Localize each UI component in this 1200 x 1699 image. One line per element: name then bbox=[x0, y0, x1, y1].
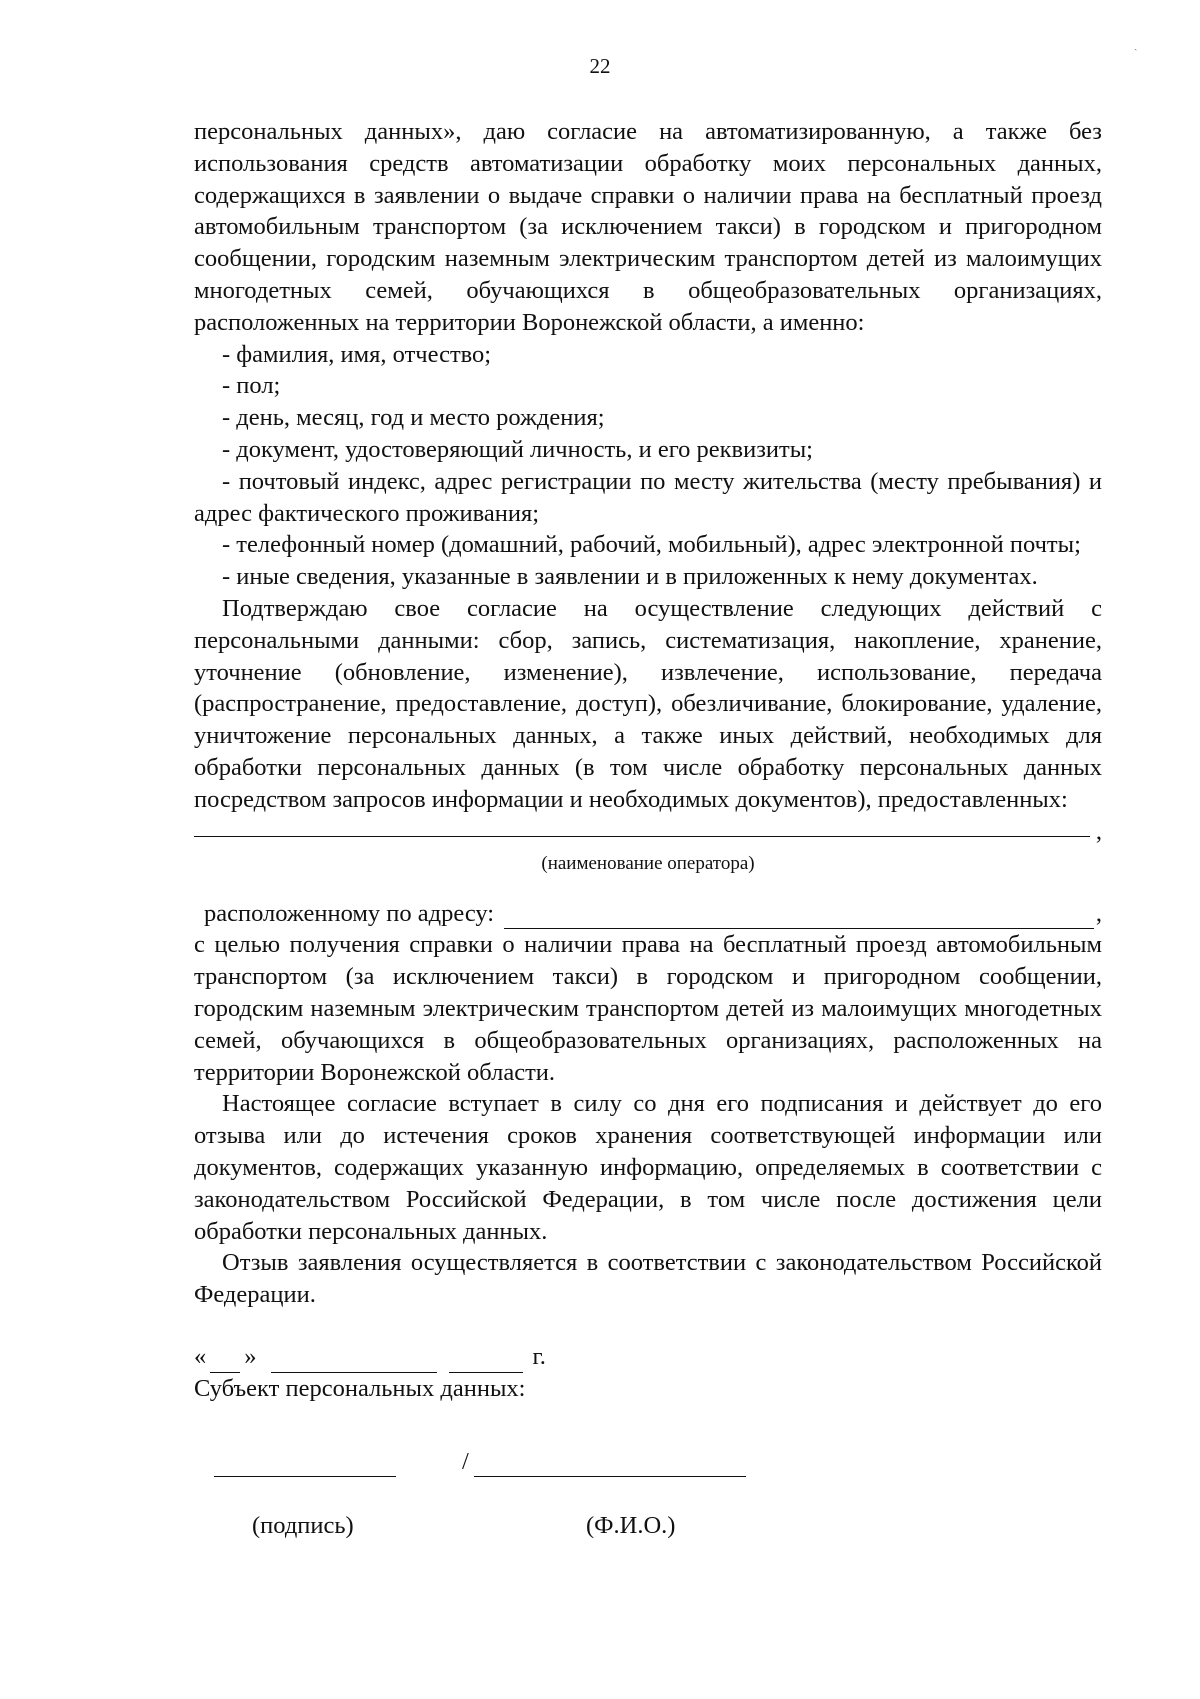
purpose-paragraph: с целью получения справки о наличии права на бесплатный проезд автомобильным транспортом (за исключением такси) в городском и пригородном сообщении, городским наземным электрическим транспортом детей из малоимущих многодетных семей, обучающихся в общеобразовательных организациях, расположенных на территории Воронежской области. bbox=[194, 931, 1102, 1086]
list-item: - почтовый индекс, адрес регистрации по месту жительства (месту пребывания) и адрес фактического проживания; bbox=[194, 467, 1102, 527]
operator-comma: , bbox=[1095, 817, 1102, 845]
signature-caption: (подпись) bbox=[252, 1512, 354, 1540]
page-number: 22 bbox=[589, 54, 611, 78]
withdrawal-paragraph: Отзыв заявления осуществляется в соответствии с законодательством Российской Федерации. bbox=[194, 1249, 1102, 1309]
list-item: - иные сведения, указанные в заявлении и в приложенных к нему документах. bbox=[222, 563, 1038, 591]
full-name-blank[interactable] bbox=[474, 1476, 746, 1477]
address-comma: , bbox=[1095, 899, 1102, 927]
signature-blank[interactable] bbox=[214, 1476, 396, 1477]
scan-mark: ˎ bbox=[1134, 40, 1138, 51]
operator-name-field[interactable] bbox=[194, 817, 1102, 845]
subject-label: Субъект персональных данных: bbox=[194, 1374, 526, 1402]
list-item: - фамилия, имя, отчество; bbox=[222, 340, 492, 368]
operator-name-blank[interactable] bbox=[194, 836, 1090, 837]
signature-captions bbox=[194, 1510, 1102, 1550]
day-blank[interactable] bbox=[210, 1346, 240, 1373]
month-blank[interactable] bbox=[271, 1346, 437, 1373]
address-label: расположенному по адресу: bbox=[204, 899, 495, 927]
list-item: - день, месяц, год и место рождения; bbox=[222, 404, 605, 432]
date-close-quote: » bbox=[244, 1342, 257, 1370]
validity-paragraph: Настоящее согласие вступает в силу со дня его подписания и действует до его отзыва или до истечения сроков хранения соответствующей информации или документов, содержащих указанную информацию, определяемых в соответствии с законодательством Российской Федерации, в том числе после достижения цели обработки персональных данных. bbox=[194, 1090, 1102, 1245]
intro-paragraph: персональных данных», даю согласие на автоматизированную, а также без использования средств автоматизации обработку моих персональных данных, содержащихся в заявлении о выдаче справки о наличии права на бесплатный проезд автомобильным транспортом (за исключением такси) в городском и пригородном сообщении, городским наземным электрическим транспортом детей из малоимущих многодетных семей, обучающихся в общеобразовательных организациях, расположенных на территории Воронежской области, а именно: bbox=[194, 118, 1102, 336]
list-item: - документ, удостоверяющий личность, и его реквизиты; bbox=[222, 435, 813, 463]
date-open-quote: « bbox=[194, 1342, 207, 1370]
full-name-caption: (Ф.И.О.) bbox=[586, 1512, 676, 1540]
list-item: - пол; bbox=[222, 372, 281, 400]
list-item: - телефонный номер (домашний, рабочий, мобильный), адрес электронной почты; bbox=[222, 531, 1081, 559]
year-suffix: г. bbox=[532, 1342, 546, 1370]
year-blank[interactable] bbox=[449, 1346, 523, 1373]
address-field bbox=[194, 898, 1102, 930]
personal-data-list bbox=[194, 339, 1102, 593]
address-blank[interactable] bbox=[504, 904, 1094, 929]
consent-form-body bbox=[194, 116, 1102, 1550]
actions-paragraph: Подтверждаю свое согласие на осуществление следующих действий с персональными данными: сбор, запись, систематизация, накопление, хранение, уточнение (обновление, изменение), извлечение, использование, передача (распространение, предоставление, доступ), обезличивание, блокирование, удаление, уничтожение персональных данных, а также иных действий, необходимых для обработки персональных данных (в том числе обработку персональных данных посредством запросов информации и необходимых документов), предоставленных: bbox=[194, 594, 1102, 813]
signature-separator: / bbox=[462, 1448, 469, 1476]
signature-row bbox=[194, 1448, 1102, 1502]
operator-caption: (наименование оператора) bbox=[541, 852, 755, 874]
date-field bbox=[194, 1341, 1102, 1373]
